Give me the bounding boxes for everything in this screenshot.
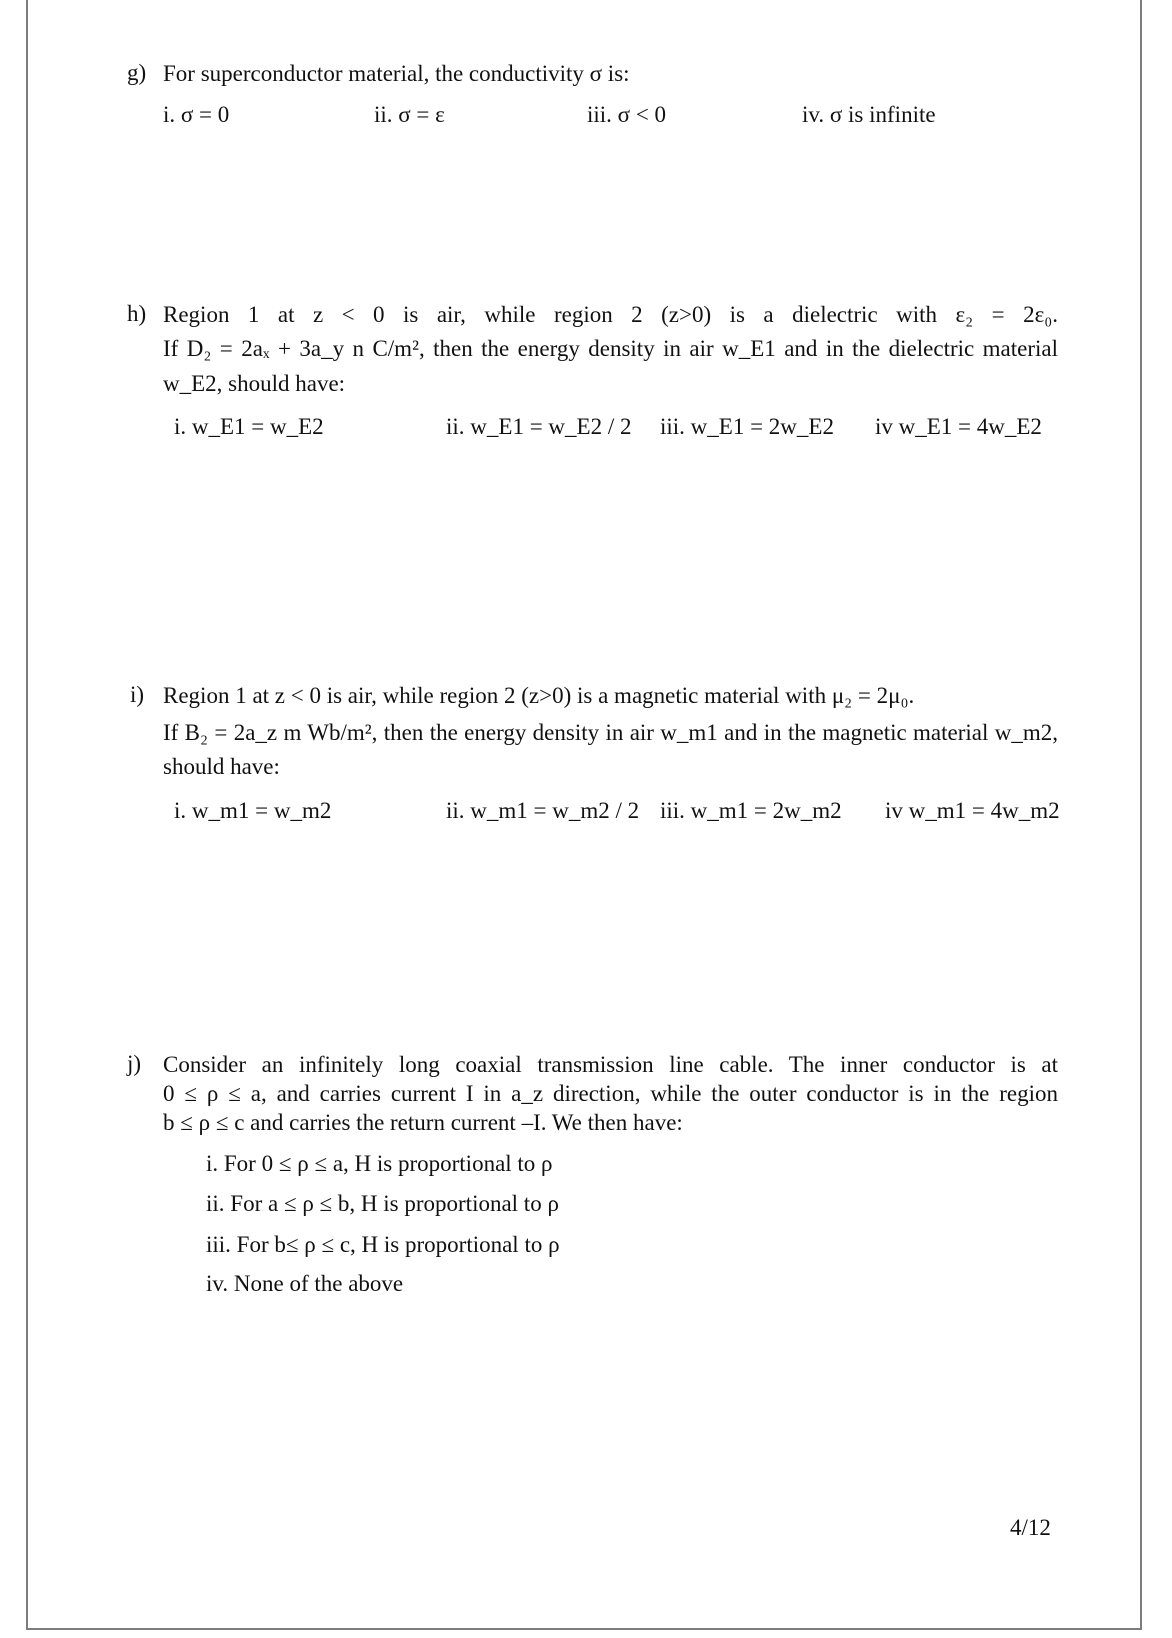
option-iv: iv w_m1 = 4w_m2 [885, 798, 1060, 823]
question-label: g) [127, 60, 147, 85]
option-iii: iii. For b≤ ρ ≤ c, H is proportional to ρ [206, 1232, 560, 1257]
question-line-3: b ≤ ρ ≤ c and carries the return current –I. We then have: [163, 1110, 683, 1135]
option-i: i. For 0 ≤ ρ ≤ a, H is proportional to ρ [206, 1151, 553, 1176]
option-iv: iv w_E1 = 4w_E2 [875, 414, 1042, 439]
option-ii: ii. w_E1 = w_E2 / 2 [446, 414, 632, 439]
question-label: h) [127, 301, 147, 326]
option-i: i. w_m1 = w_m2 [174, 798, 332, 823]
question-line-1: Region 1 at z < 0 is air, while region 2 (z>0) is a magnetic material with μ₂ = 2μ₀. [163, 683, 915, 708]
question-label: i) [130, 682, 145, 707]
option-ii: ii. For a ≤ ρ ≤ b, H is proportional to ρ [206, 1191, 559, 1216]
question-line-1: Region 1 at z < 0 is air, while region 2 (z>0) is a dielectric with ε₂ = 2ε₀. [163, 302, 1058, 327]
option-iii: iii. w_m1 = 2w_m2 [660, 798, 842, 823]
option-iv: iv. None of the above [206, 1271, 404, 1296]
option-ii: ii. w_m1 = w_m2 / 2 [446, 798, 640, 823]
question-line-2: 0 ≤ ρ ≤ a, and carries current I in a_z direction, while the outer conductor is in the region [163, 1081, 1058, 1106]
option-i: i. w_E1 = w_E2 [174, 414, 324, 439]
option-i: i. σ = 0 [163, 102, 230, 127]
page-number: 4/12 [1010, 1515, 1051, 1540]
question-line-2: If B₂ = 2a_z m Wb/m², then the energy density in air w_m1 and in the magnetic material w_m2, [163, 720, 1058, 745]
question-stem: For superconductor material, the conductivity σ is: [163, 61, 630, 86]
option-ii: ii. σ = ε [374, 102, 445, 127]
question-line-2: If D₂ = 2aₓ + 3a_y n C/m², then the energy density in air w_E1 and in the dielectric material [163, 336, 1058, 361]
option-iii: iii. w_E1 = 2w_E2 [660, 414, 834, 439]
question-label: j) [127, 1051, 142, 1076]
option-iii: iii. σ < 0 [587, 102, 667, 127]
option-iv: iv. σ is infinite [802, 102, 936, 127]
question-line-1: Consider an infinitely long coaxial transmission line cable. The inner conductor is at [163, 1052, 1058, 1077]
question-line-3: w_E2, should have: [163, 371, 346, 396]
question-line-3: should have: [163, 754, 280, 779]
